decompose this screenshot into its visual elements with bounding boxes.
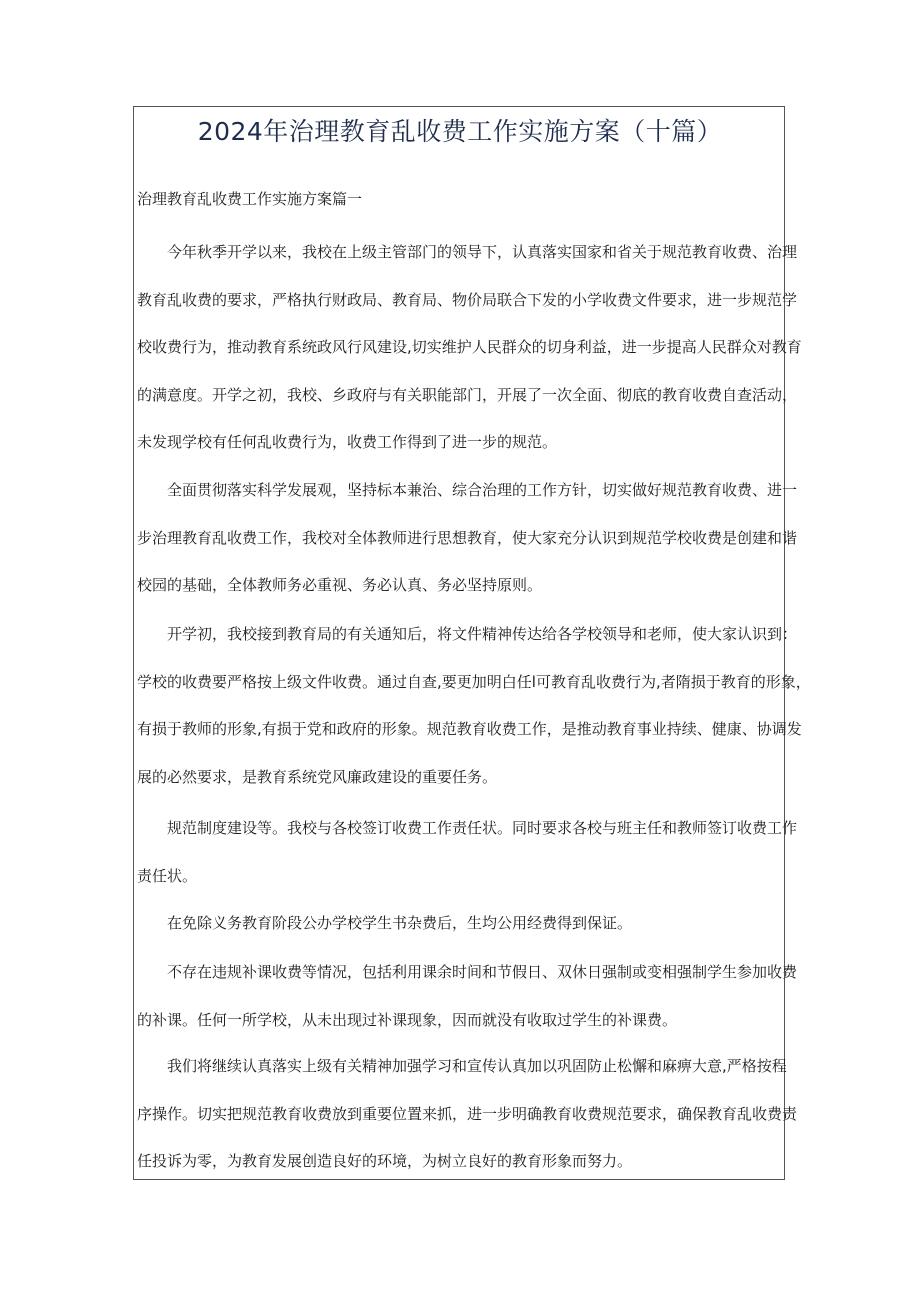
paragraph-line: 的补课。任何一所学校，从未出现过补课现象，因而就没有收取过学生的补课费。 bbox=[137, 1010, 678, 1029]
paragraph-3 bbox=[137, 611, 811, 801]
paragraph-line: 我们将继续认真落实上级有关精神加强学习和宣传认真加以巩固防止松懈和麻痹大意,严格按程 bbox=[167, 1057, 787, 1075]
paragraph-2 bbox=[137, 467, 798, 610]
section-heading: 治理教育乱收费工作实施方案篇一 bbox=[137, 190, 363, 208]
paragraph-5 bbox=[137, 900, 785, 948]
paragraph-line: 开学初，我校接到教育局的有关通知后，将文件精神传达给各学校领导和老师，使大家认识到： bbox=[167, 625, 798, 643]
paragraph-line: 序操作。切实把规范教育收费放到重要位置来抓，进一步明确教育收费规范要求，确保教育乱收费责 bbox=[137, 1104, 798, 1123]
paragraph-line: 在免除义务教育阶段公办学校学生书杂费后，生均公用经费得到保证。 bbox=[167, 914, 633, 932]
paragraph-line: 的满意度。开学之初，我校、乡政府与有关职能部门，开展了一次全面、彻底的教育收费自查活动， bbox=[137, 385, 798, 404]
paragraph-line: 全面贯彻落实科学发展观，坚持标本兼治、综合治理的工作方针，切实做好规范教育收费、进一 bbox=[167, 481, 798, 499]
paragraph-7 bbox=[137, 1043, 798, 1186]
paragraph-line: 未发现学校有任何乱收费行为，收费工作得到了进一步的规范。 bbox=[137, 433, 558, 452]
paragraph-line: 教育乱收费的要求，严格执行财政局、教育局、物价局联合下发的小学收费文件要求，进一步规范学 bbox=[137, 290, 798, 309]
paragraph-line: 学校的收费要严格按上级文件收费。通过自查,要更加明白任l可教育乱收费行为,者隋损于教育的形象， bbox=[137, 672, 811, 691]
paragraph-line: 有损于教师的形象,有损于党和政府的形象。规范教育收费工作，是推动教育事业持续、健康、协调发 bbox=[137, 720, 802, 739]
paragraph-line: 责任状。 bbox=[137, 866, 198, 885]
paragraph-line: 任投诉为零，为教育发展创造良好的环境，为树立良好的教育形象而努力。 bbox=[137, 1152, 633, 1171]
paragraph-line: 展的必然要求，是教育系统党风廉政建设的重要任务。 bbox=[137, 767, 498, 786]
paragraph-line: 规范制度建设等。我校与各校签订收费工作责任状。同时要求各校与班主任和教师签订收费工作 bbox=[167, 819, 798, 837]
paragraph-1 bbox=[137, 229, 802, 467]
paragraph-line: 步治理教育乱收费工作，我校对全体教师进行思想教育，使大家充分认识到规范学校收费是创建和谐 bbox=[137, 528, 798, 547]
paragraph-line: 校收费行为，推动教育系统政风行风建设,切实维护人民群众的切身利益，进一步提高人民群众对教育 bbox=[137, 338, 802, 357]
paragraph-6 bbox=[137, 949, 798, 1044]
paragraph-4 bbox=[137, 805, 798, 900]
paragraph-line: 今年秋季开学以来，我校在上级主管部门的领导下，认真落实国家和省关于规范教育收费、治理 bbox=[167, 243, 798, 261]
paragraph-line: 校园的基础，全体教师务必重视、务必认真、务必坚持原则。 bbox=[137, 576, 543, 595]
paragraph-line: 不存在违规补课收费等情况，包括利用课余时间和节假日、双休日强制或变相强制学生参加收费 bbox=[167, 963, 798, 981]
document-title: 2024年治理教育乱收费工作实施方案（十篇） bbox=[197, 117, 723, 146]
